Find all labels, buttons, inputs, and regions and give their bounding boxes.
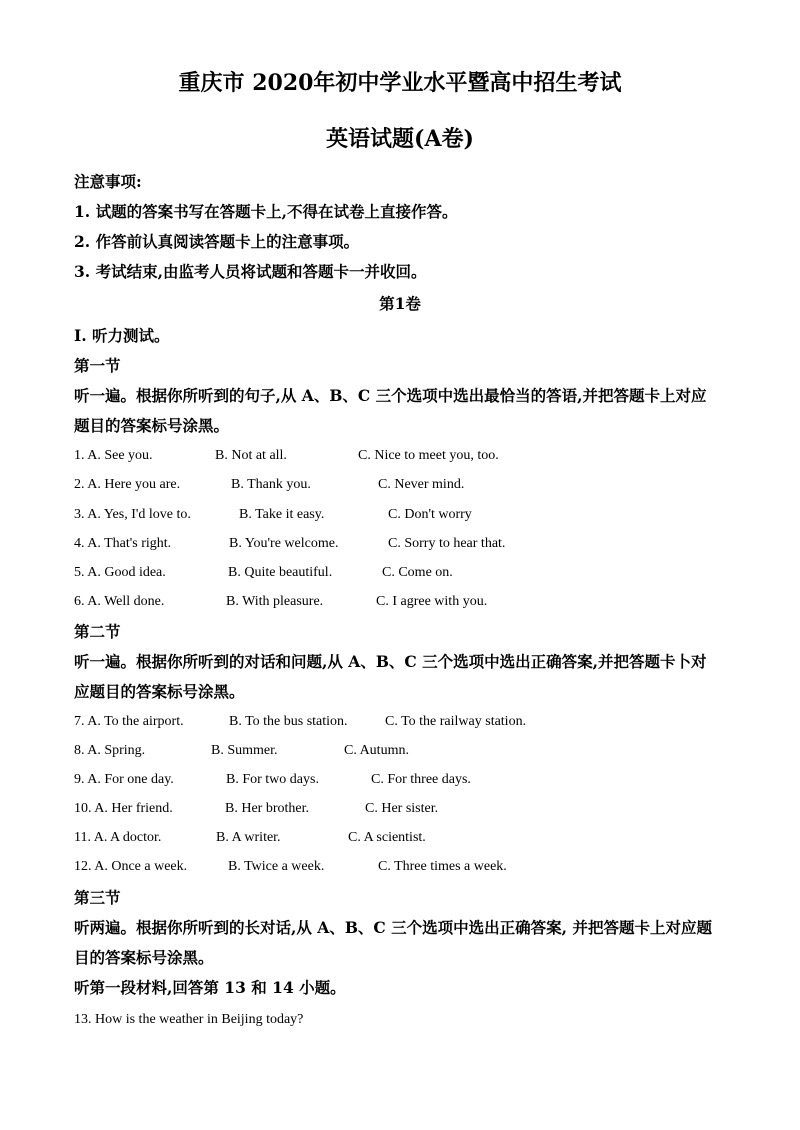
volume-label: 第1卷	[379, 294, 421, 313]
notice-item-2: 2. 作答前认真阅读答题卡上的注意事项。	[74, 232, 360, 251]
option-c: C. Her sister.	[365, 801, 439, 816]
option-a: 8. A. Spring.	[74, 743, 146, 758]
section2-instruction-line-2: 应题目的答案标号涂黑。	[74, 682, 245, 701]
option-b: B. For two days.	[226, 772, 319, 787]
section3-instruction-line-2: 目的答案标号涂黑。	[74, 948, 214, 967]
option-c: C. Come on.	[382, 565, 453, 580]
option-b: B. You're welcome.	[229, 536, 339, 551]
notice-heading: 注意事项:	[74, 172, 142, 191]
option-b: B. Quite beautiful.	[228, 565, 333, 580]
option-a: 6. A. Well done.	[74, 594, 165, 609]
section3-material-note: 听第一段材料,回答第 13 和 14 小题。	[74, 978, 346, 997]
exam-subtitle: 英语试题(A卷)	[326, 126, 474, 152]
section3-heading: 第三节	[74, 888, 121, 907]
section3-instruction-line-1: 听两遍。根据你所听到的长对话,从 A、B、C 三个选项中选出正确答案, 并把答题卡上对应题	[74, 918, 712, 937]
option-b: B. Twice a week.	[228, 859, 325, 874]
option-c: C. Sorry to hear that.	[388, 536, 506, 551]
option-a: 11. A. A doctor.	[74, 830, 162, 845]
section1-heading: 第一节	[74, 356, 121, 375]
option-b: B. Not at all.	[215, 448, 287, 463]
option-b: B. Her brother.	[225, 801, 309, 816]
option-b: B. Thank you.	[231, 477, 311, 492]
option-b: B. A writer.	[216, 830, 281, 845]
option-a: 5. A. Good idea.	[74, 565, 166, 580]
part1-heading: I. 听力测试。	[74, 326, 170, 345]
option-a: 7. A. To the airport.	[74, 714, 184, 729]
option-c: C. To the railway station.	[385, 714, 527, 729]
option-b: B. Summer.	[211, 743, 278, 758]
option-c: C. For three days.	[371, 772, 471, 787]
option-c: C. Three times a week.	[378, 859, 507, 874]
option-c: C. Never mind.	[378, 477, 465, 492]
option-a: 10. A. Her friend.	[74, 801, 173, 816]
section2-heading: 第二节	[74, 622, 121, 641]
option-a: 9. A. For one day.	[74, 772, 174, 787]
option-b: B. To the bus station.	[229, 714, 348, 729]
option-a: 3. A. Yes, I'd love to.	[74, 507, 191, 522]
notice-item-1: 1. 试题的答案书写在答题卡上,不得在试卷上直接作答。	[74, 202, 458, 221]
option-a: 12. A. Once a week.	[74, 859, 188, 874]
section2-instruction-line-1: 听一遍。根据你所听到的对话和问题,从 A、B、C 三个选项中选出正确答案,并把答题卡卜对	[74, 652, 707, 671]
question-13: 13. How is the weather in Beijing today?	[74, 1012, 304, 1027]
option-a: 4. A. That's right.	[74, 536, 172, 551]
section1-instruction-line-1: 听一遍。根据你所听到的句子,从 A、B、C 三个选项中选出最恰当的答语,并把答题卡上对应	[74, 386, 707, 405]
option-c: C. A scientist.	[348, 830, 426, 845]
option-b: B. Take it easy.	[239, 507, 325, 522]
notice-item-3: 3. 考试结束,由监考人员将试题和答题卡一并收回。	[74, 262, 427, 281]
option-c: C. Autumn.	[344, 743, 409, 758]
exam-title: 重庆市 2020年初中学业水平暨高中招生考试	[178, 70, 622, 96]
option-c: C. Don't worry	[388, 507, 472, 522]
option-a: 1. A. See you.	[74, 448, 153, 463]
option-a: 2. A. Here you are.	[74, 477, 181, 492]
option-c: C. I agree with you.	[376, 594, 488, 609]
option-c: C. Nice to meet you, too.	[358, 448, 499, 463]
section1-instruction-line-2: 题目的答案标号涂黑。	[74, 416, 230, 435]
option-b: B. With pleasure.	[226, 594, 324, 609]
